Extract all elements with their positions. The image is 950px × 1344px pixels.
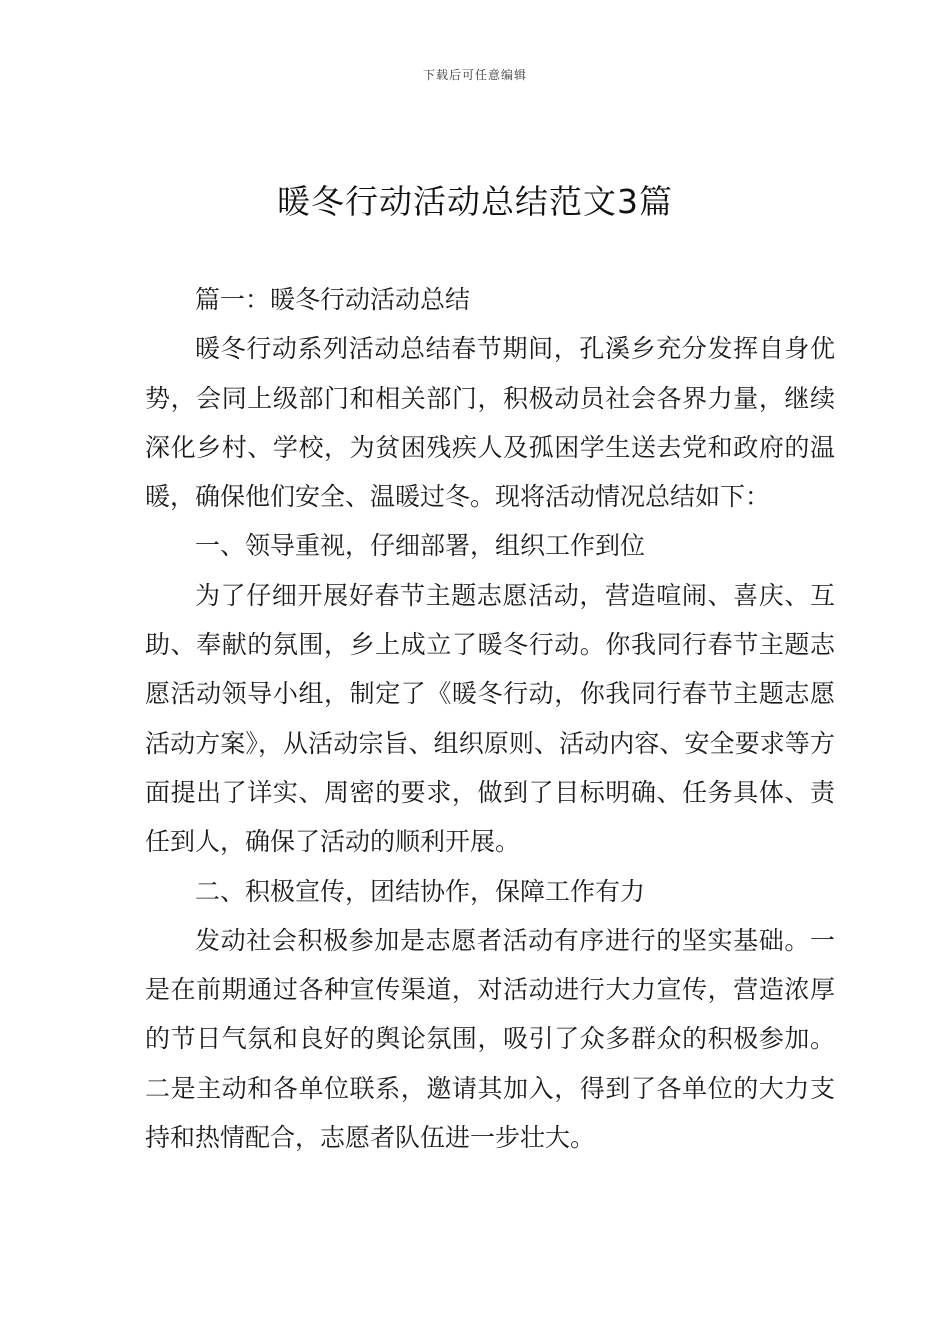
section-heading: 二、积极宣传，团结协作，保障工作有力	[195, 876, 646, 906]
body-paragraph: 暖冬行动系列活动总结春节期间，孔溪乡充分发挥自身优势，会同上级部门和相关部门，积极动员社会各界力量，继续深化乡村、学校，为贫困残疾人及孤困学生送去党和政府的温暖，确保他们安全、温暖过冬。现将活动情况总结如下：	[145, 334, 835, 512]
document-body	[145, 275, 835, 1162]
header-note: 下载后可任意编辑	[422, 68, 527, 82]
body-paragraph: 发动社会积极参加是志愿者活动有序进行的坚实基础。一是在前期通过各种宣传渠道，对活动进行大力宣传，营造浓厚的节日气氛和良好的舆论氛围，吸引了众多群众的积极参加。二是主动和各单位联系，邀请其加入，得到了各单位的大力支持和热情配合，志愿者队伍进一步壮大。	[145, 925, 835, 1153]
body-paragraph: 为了仔细开展好春节主题志愿活动，营造喧闹、喜庆、互助、奉献的氛围，乡上成立了暖冬行动。你我同行春节主题志愿活动领导小组，制定了《暖冬行动，你我同行春节主题志愿活动方案》，从活动宗旨、组织原则、活动内容、安全要求等方面提出了详实、周密的要求，做到了目标明确、任务具体、责任到人，确保了活动的顺利开展。	[145, 580, 835, 857]
section-heading: 篇一：暖冬行动活动总结	[195, 285, 471, 314]
section-heading: 一、领导重视，仔细部署，组织工作到位	[195, 531, 646, 561]
document-title: 暖冬行动活动总结范文3篇	[277, 182, 673, 221]
